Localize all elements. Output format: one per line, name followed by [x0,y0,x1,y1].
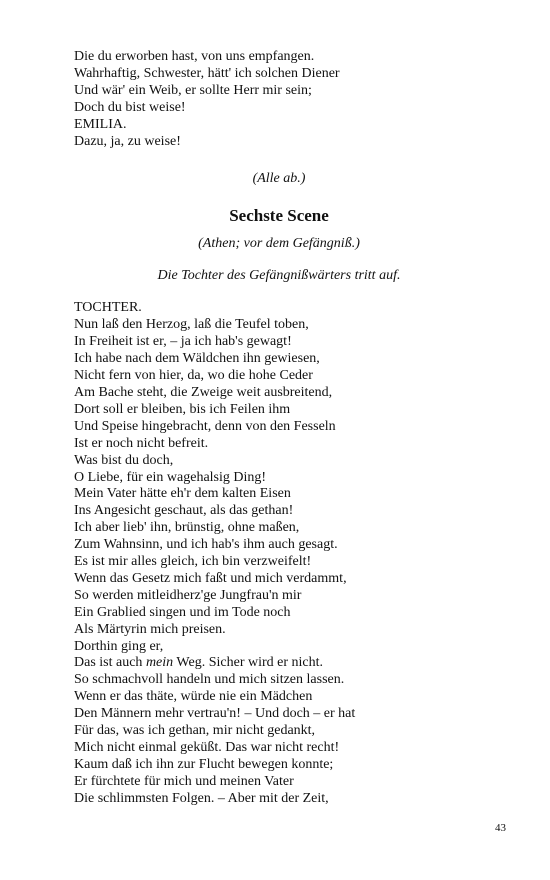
verse-line: Mein Vater hätte eh'r dem kalten Eisen [74,486,291,502]
verse-line: Zum Wahnsinn, und ich hab's ihm auch gesagt. [74,537,338,553]
verse-line: Ich habe nach dem Wäldchen ihn gewiesen, [74,351,320,367]
verse-line: Mich nicht einmal geküßt. Das war nicht recht! [74,740,340,755]
verse-line: Den Männern mehr vertrau'n! – Und doch – er hat [74,706,356,722]
verse-line: So werden mitleidherz'ge Jungfrau'n mir [74,587,302,603]
verse-text: Das ist auch [74,655,146,671]
verse-line: Wahrhaftig, Schwester, hätt' ich solchen Diener [74,65,340,81]
speaker-name: EMILIA. [74,116,127,132]
verse-line: Ist er noch nicht befreit. [74,435,209,451]
verse-line: Und wär' ein Weib, er sollte Herr mir sein; [74,82,312,98]
emphasis-word: mein [145,655,174,671]
verse-line: Ins Angesicht geschaut, als das gethan! [74,503,294,519]
page-number: 43 [495,822,506,834]
verse-line: Und Speise hingebracht, denn von den Fesseln [74,418,336,434]
verse-line: Er fürchtete für mich und meinen Vater [74,773,294,789]
verse-line: Doch du bist weise! [74,99,186,115]
page-body [74,49,484,808]
speech [74,300,484,807]
verse-line: Dort soll er bleiben, bis ich Feilen ihm [74,401,291,417]
verse-line: Dazu, ja, zu weise! [74,133,181,149]
verse-line: Kaum daß ich ihn zur Flucht bewegen konnte; [74,756,334,772]
scene-place: (Athen; vor dem Gefängniß.) [198,236,360,252]
verse-line: Ich aber lieb' ihn, brünstig, ohne maßen, [74,520,300,536]
top-verse [74,49,484,150]
verse-line: Nun laß den Herzog, laß die Teufel toben, [74,317,309,333]
verse-line: Ein Grablied singen und im Tode noch [74,604,291,620]
verse-line: Es ist mir alles gleich, ich bin verzweifelt! [74,554,312,570]
verse-line: Dorthin ging er, [74,638,164,654]
verse-line: Am Bache steht, die Zweige weit ausbreitend, [74,384,333,400]
verse-line: Wenn das Gesetz mich faßt und mich verdammt, [74,570,347,586]
verse-line [74,655,484,672]
speaker-name: TOCHTER. [74,300,142,316]
verse-line: O Liebe, für ein wagehalsig Ding! [74,469,267,485]
verse-line: Was bist du doch, [74,452,174,468]
verse-line: Die du erworben hast, von uns empfangen. [74,49,315,64]
verse-text: Weg. Sicher wird er nicht. [173,655,324,671]
verse-line: Nicht fern von hier, da, wo die hohe Ceder [74,368,313,384]
verse-line: Für das, was ich gethan, mir nicht gedankt, [74,723,316,739]
scene-title: Sechste Scene [229,206,329,226]
verse-line: Die schlimmsten Folgen. – Aber mit der Zeit, [74,790,329,806]
stage-direction: Die Tochter des Gefängnißwärters tritt auf. [157,268,401,284]
verse-line: Wenn er das thäte, würde nie ein Mädchen [74,689,313,705]
exit-direction: (Alle ab.) [252,171,306,187]
verse-line: Als Märtyrin mich preisen. [74,621,226,637]
verse-line: In Freiheit ist er, – ja ich hab's gewagt! [74,334,292,350]
verse-line: So schmachvoll handeln und mich sitzen lassen. [74,672,345,688]
